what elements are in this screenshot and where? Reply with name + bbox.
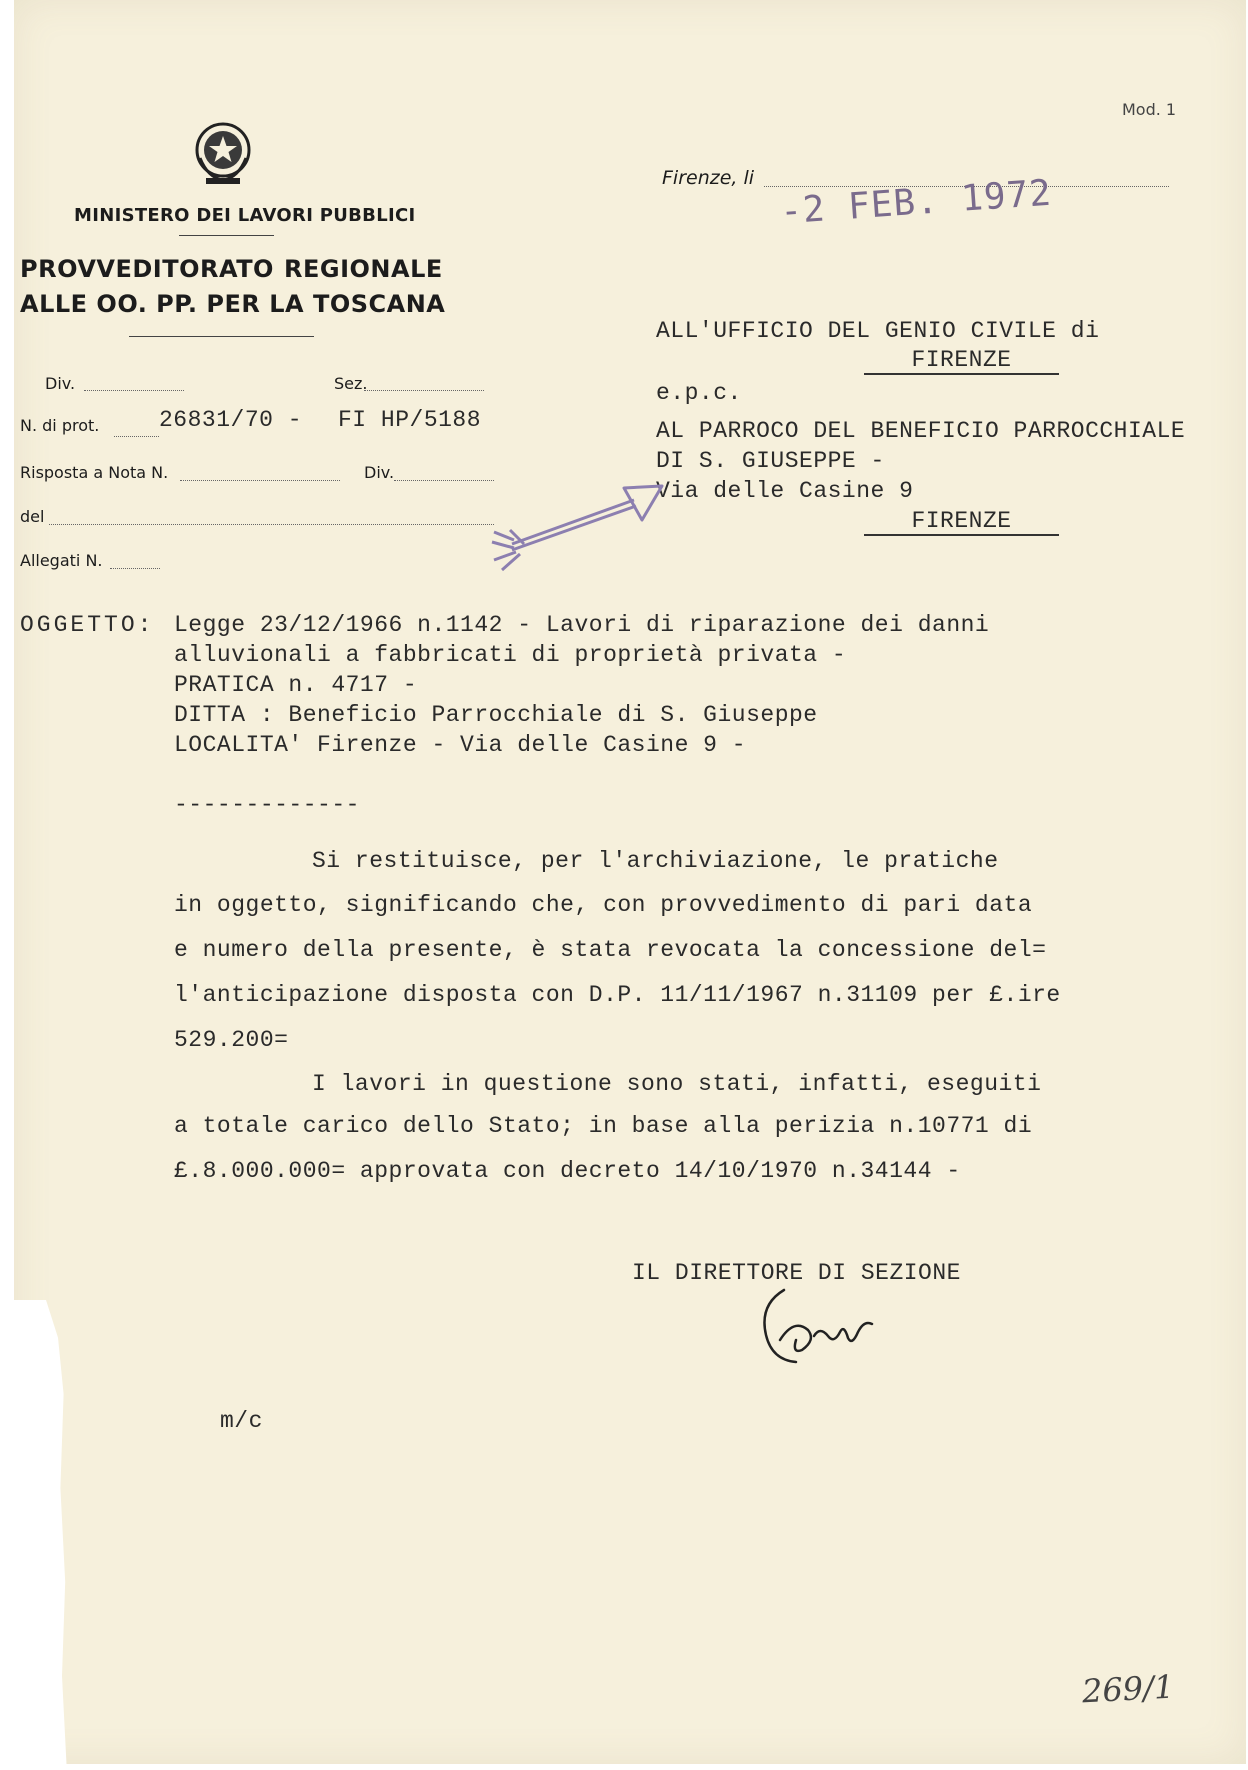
body-line: I lavori in questione sono stati, infatti, eseguiti — [312, 1071, 1042, 1097]
risposta-line — [180, 462, 340, 481]
ministry-name: MINISTERO DEI LAVORI PUBBLICI — [74, 205, 416, 226]
oggetto-separator: ------------- — [174, 792, 360, 818]
divider — [129, 336, 314, 337]
recipient-epc: e.p.c. — [656, 380, 742, 406]
signature-icon — [754, 1280, 884, 1380]
office-name-line1: PROVVEDITORATO — [20, 255, 274, 283]
protocol-label: N. di prot. — [20, 416, 100, 435]
date-stamp: -2 FEB. 1972 — [778, 172, 1054, 233]
allegati-label: Allegati N. — [20, 551, 103, 570]
divider — [179, 235, 274, 236]
body-line: a totale carico dello Stato; in base alla perizia n.10771 di — [174, 1113, 1033, 1139]
protocol-code: FI HP/5188 — [338, 407, 482, 433]
oggetto-line: LOCALITA' Firenze - Via delle Casine 9 - — [174, 732, 747, 758]
form-model-label: Mod. 1 — [1122, 100, 1177, 119]
oggetto-line: Legge 23/12/1966 n.1142 - Lavori di riparazione dei danni — [174, 612, 990, 638]
recipient-line2: AL PARROCO DEL BENEFICIO PARROCCHIALE — [656, 418, 1186, 444]
date-label: Firenze, li — [662, 167, 755, 189]
recipient-line4: Via delle Casine 9 — [656, 478, 914, 504]
signatory-title: IL DIRETTORE DI SEZIONE — [632, 1260, 961, 1286]
arrow-stamp-icon — [484, 470, 674, 580]
div2-label: Div. — [364, 463, 395, 482]
oggetto-line: DITTA : Beneficio Parrocchiale di S. Giuseppe — [174, 702, 818, 728]
archive-number: 269/1 — [1081, 1667, 1176, 1711]
recipient-line1: ALL'UFFICIO DEL GENIO CIVILE di — [656, 318, 1100, 344]
allegati-line — [110, 550, 160, 569]
oggetto-label: OGGETTO: — [20, 612, 155, 638]
recipient-line4-city: FIRENZE — [864, 508, 1059, 536]
oggetto-line: PRATICA n. 4717 - — [174, 672, 418, 698]
del-label: del — [20, 507, 45, 526]
recipient-line3: DI S. GIUSEPPE - — [656, 448, 885, 474]
typist-initials: m/c — [220, 1408, 263, 1434]
sez-line — [364, 372, 484, 391]
del-line — [49, 506, 494, 525]
protocol-line — [114, 418, 159, 437]
body-line: Si restituisce, per l'archiviazione, le pratiche — [312, 848, 999, 874]
body-line: £.8.000.000= approvata con decreto 14/10/1970 n.34144 - — [174, 1158, 961, 1184]
office-name-line2: ALLE OO. PP. PER LA TOSCANA — [20, 290, 446, 318]
recipient-line1-city: FIRENZE — [864, 347, 1059, 375]
torn-edge — [14, 1300, 94, 1770]
sez-label: Sez. — [334, 374, 368, 393]
div2-line — [394, 462, 494, 481]
body-line: l'anticipazione disposta con D.P. 11/11/1967 n.31109 per £.ire — [174, 982, 1061, 1008]
oggetto-line: alluvionali a fabbricati di proprietà privata - — [174, 642, 847, 668]
document-page — [14, 0, 1246, 1764]
div-label: Div. — [45, 374, 76, 393]
body-line: 529.200= — [174, 1027, 289, 1053]
protocol-number: 26831/70 - — [159, 407, 303, 433]
body-line: e numero della presente, è stata revocata la concessione del= — [174, 937, 1047, 963]
div-line — [84, 372, 184, 391]
body-line: in oggetto, significando che, con provvedimento di pari data — [174, 892, 1033, 918]
republic-emblem-icon — [188, 118, 258, 188]
risposta-label: Risposta a Nota N. — [20, 463, 169, 482]
office-name-line1b: REGIONALE — [284, 255, 443, 283]
